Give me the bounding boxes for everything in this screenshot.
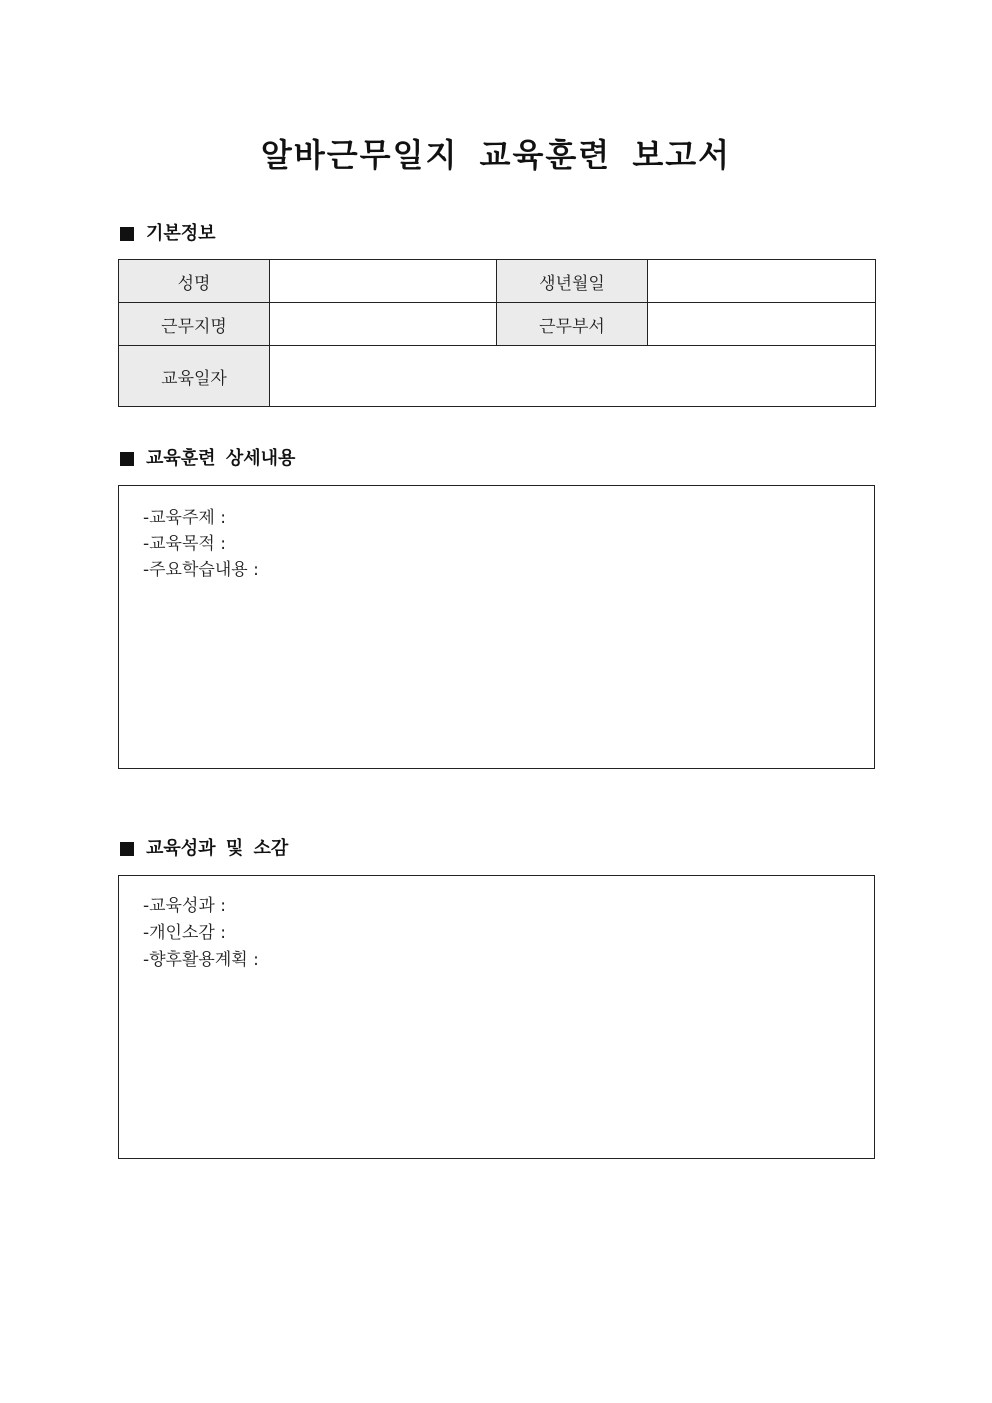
name-label: 성명 [119,260,270,303]
section-heading-text: 교육성과 및 소감 [146,838,289,859]
work-place-label: 근무지명 [119,303,270,346]
basic-info-table [118,259,876,407]
future-use-plan-line: -향후활용계획 : [143,950,259,970]
outcomes-box[interactable] [118,875,875,1159]
table-row [119,303,876,346]
document-title: 알바근무일지 교육훈련 보고서 [260,136,732,174]
table-row [119,346,876,407]
department-field[interactable] [648,303,876,346]
table-row [119,260,876,303]
training-date-field[interactable] [270,346,876,407]
square-bullet-icon [120,842,134,856]
section-heading-text: 교육훈련 상세내용 [146,448,296,469]
section-heading-outcomes [120,837,288,861]
training-date-label: 교육일자 [119,346,270,407]
square-bullet-icon [120,227,134,241]
training-outcome-line: -교육성과 : [143,896,226,916]
training-details-box[interactable] [118,485,875,769]
department-label: 근무부서 [497,303,648,346]
name-field[interactable] [270,260,497,303]
work-place-field[interactable] [270,303,497,346]
section-heading-text: 기본정보 [146,223,216,244]
square-bullet-icon [120,452,134,466]
birth-date-field[interactable] [648,260,876,303]
personal-impression-line: -개인소감 : [143,923,226,943]
section-heading-training-details [120,447,295,471]
section-heading-basic-info [120,222,216,246]
training-topic-line: -교육주제 : [143,508,226,528]
main-learning-content-line: -주요학습내용 : [143,560,259,580]
training-purpose-line: -교육목적 : [143,534,226,554]
birth-date-label: 생년월일 [497,260,648,303]
